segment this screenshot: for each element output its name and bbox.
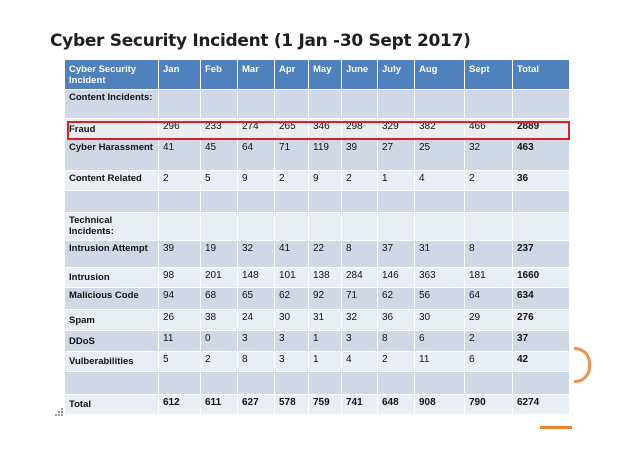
table-cell-ddos: 6: [415, 331, 465, 352]
table-cell-content-incidents: [275, 90, 309, 119]
table-cell-fraud: 466: [465, 119, 513, 140]
table-cell-malicious-code: 62: [275, 288, 309, 310]
table-cell-fraud: 329: [378, 119, 415, 140]
row-label-content-related: Content Related: [65, 171, 159, 191]
table-cell-blank: [238, 372, 275, 395]
row-total-blank: [513, 372, 570, 395]
table-cell-content-incidents: [342, 90, 378, 119]
table-cell-technical-incidents: [415, 213, 465, 241]
table-cell-intrusion: 146: [378, 268, 415, 288]
table-cell-intrusion: 148: [238, 268, 275, 288]
table-cell-malicious-code: 92: [309, 288, 342, 310]
table-cell-spam: 36: [378, 310, 415, 331]
table-cell-spam: 38: [201, 310, 238, 331]
table-cell-blank: [415, 191, 465, 213]
table-cell-vulberabilities: 6: [465, 352, 513, 372]
table-cell-fraud: 265: [275, 119, 309, 140]
table-cell-cyber-harassment: 32: [465, 140, 513, 171]
header-cell-aug: Aug: [415, 60, 465, 90]
table-cell-intrusion: 138: [309, 268, 342, 288]
row-total-spam: 276: [513, 310, 570, 331]
table-cell-cyber-harassment: 25: [415, 140, 465, 171]
table-cell-ddos: 3: [275, 331, 309, 352]
table-cell-intrusion-attempt: 8: [342, 241, 378, 268]
table-cell-fraud: 346: [309, 119, 342, 140]
table-cell-intrusion: 98: [159, 268, 201, 288]
table-cell-vulberabilities: 2: [378, 352, 415, 372]
table-cell-content-related: 2: [465, 171, 513, 191]
table-cell-ddos: 1: [309, 331, 342, 352]
table-cell-intrusion-attempt: 39: [159, 241, 201, 268]
row-total-technical-incidents: [513, 213, 570, 241]
table-cell-ddos: 2: [465, 331, 513, 352]
table-cell-vulberabilities: 4: [342, 352, 378, 372]
table-cell-technical-incidents: [342, 213, 378, 241]
table-cell-fraud: 296: [159, 119, 201, 140]
table-cell-total: 612: [159, 395, 201, 415]
table-cell-ddos: 0: [201, 331, 238, 352]
table-cell-cyber-harassment: 27: [378, 140, 415, 171]
table-cell-blank: [342, 191, 378, 213]
table-cell-blank: [465, 191, 513, 213]
decorative-accent-arc: [574, 347, 591, 383]
table-cell-intrusion: 284: [342, 268, 378, 288]
table-cell-fraud: 274: [238, 119, 275, 140]
table-cell-total: 611: [201, 395, 238, 415]
table-cell-blank: [342, 372, 378, 395]
row-total-ddos: 37: [513, 331, 570, 352]
table-cell-technical-incidents: [159, 213, 201, 241]
table-cell-vulberabilities: 3: [275, 352, 309, 372]
table-cell-vulberabilities: 1: [309, 352, 342, 372]
table-cell-blank: [159, 372, 201, 395]
table-cell-total: 627: [238, 395, 275, 415]
table-cell-content-incidents: [159, 90, 201, 119]
table-cell-blank: [201, 191, 238, 213]
table-cell-malicious-code: 64: [465, 288, 513, 310]
table-cell-content-related: 2: [342, 171, 378, 191]
table-cell-ddos: 8: [378, 331, 415, 352]
table-cell-blank: [415, 372, 465, 395]
row-total-fraud: 2889: [513, 119, 570, 140]
row-label-spam: Spam: [65, 310, 159, 331]
table-cell-intrusion: 181: [465, 268, 513, 288]
table-cell-vulberabilities: 11: [415, 352, 465, 372]
table-cell-total: 578: [275, 395, 309, 415]
table-cell-blank: [465, 372, 513, 395]
table-cell-cyber-harassment: 64: [238, 140, 275, 171]
header-cell-apr: Apr: [275, 60, 309, 90]
table-cell-blank: [378, 191, 415, 213]
table-cell-content-related: 2: [275, 171, 309, 191]
table-cell-cyber-harassment: 71: [275, 140, 309, 171]
row-total-intrusion-attempt: 237: [513, 241, 570, 268]
header-cell-sept: Sept: [465, 60, 513, 90]
header-cell-total: Total: [513, 60, 570, 90]
table-cell-total: 741: [342, 395, 378, 415]
table-cell-content-incidents: [309, 90, 342, 119]
table-cell-fraud: 382: [415, 119, 465, 140]
table-cell-vulberabilities: 8: [238, 352, 275, 372]
table-cell-total: 648: [378, 395, 415, 415]
table-cell-blank: [309, 191, 342, 213]
table-cell-technical-incidents: [238, 213, 275, 241]
table-cell-vulberabilities: 2: [201, 352, 238, 372]
table-cell-cyber-harassment: 45: [201, 140, 238, 171]
table-cell-spam: 29: [465, 310, 513, 331]
table-cell-intrusion-attempt: 32: [238, 241, 275, 268]
row-label-technical-incidents: Technical Incidents:: [65, 213, 159, 241]
table-cell-content-related: 2: [159, 171, 201, 191]
table-cell-technical-incidents: [378, 213, 415, 241]
table-cell-intrusion: 363: [415, 268, 465, 288]
table-cell-blank: [309, 372, 342, 395]
header-cell-may: May: [309, 60, 342, 90]
header-cell-mar: Mar: [238, 60, 275, 90]
row-total-vulberabilities: 42: [513, 352, 570, 372]
table-cell-spam: 26: [159, 310, 201, 331]
table-cell-spam: 30: [415, 310, 465, 331]
table-cell-malicious-code: 68: [201, 288, 238, 310]
table-cell-fraud: 233: [201, 119, 238, 140]
table-cell-intrusion-attempt: 31: [415, 241, 465, 268]
row-total-total: 6274: [513, 395, 570, 415]
table-cell-content-incidents: [201, 90, 238, 119]
table-cell-malicious-code: 56: [415, 288, 465, 310]
row-total-malicious-code: 634: [513, 288, 570, 310]
header-cell-feb: Feb: [201, 60, 238, 90]
table-cell-spam: 24: [238, 310, 275, 331]
row-total-content-incidents: [513, 90, 570, 119]
slide-handle-icon: [55, 408, 64, 417]
table-cell-intrusion-attempt: 8: [465, 241, 513, 268]
row-label-content-incidents: Content Incidents:: [65, 90, 159, 119]
row-label-intrusion: Intrusion: [65, 268, 159, 288]
row-total-cyber-harassment: 463: [513, 140, 570, 171]
header-cell-july: July: [378, 60, 415, 90]
row-total-blank: [513, 191, 570, 213]
row-label-fraud: Fraud: [65, 119, 159, 140]
table-cell-content-related: 5: [201, 171, 238, 191]
table-cell-blank: [159, 191, 201, 213]
row-label-total: Total: [65, 395, 159, 415]
table-cell-spam: 30: [275, 310, 309, 331]
table-cell-content-related: 9: [309, 171, 342, 191]
table-cell-total: 759: [309, 395, 342, 415]
table-cell-technical-incidents: [465, 213, 513, 241]
table-cell-content-related: 4: [415, 171, 465, 191]
table-cell-cyber-harassment: 41: [159, 140, 201, 171]
table-cell-content-incidents: [415, 90, 465, 119]
header-cell-incident: Cyber Security Incident: [65, 60, 159, 90]
table-cell-cyber-harassment: 119: [309, 140, 342, 171]
table-cell-malicious-code: 62: [378, 288, 415, 310]
row-label-vulberabilities: Vulberabilities: [65, 352, 159, 372]
table-cell-total: 908: [415, 395, 465, 415]
table-cell-technical-incidents: [275, 213, 309, 241]
table-cell-intrusion-attempt: 22: [309, 241, 342, 268]
table-cell-malicious-code: 94: [159, 288, 201, 310]
table-cell-spam: 32: [342, 310, 378, 331]
row-label-cyber-harassment: Cyber Harassment: [65, 140, 159, 171]
table-cell-malicious-code: 65: [238, 288, 275, 310]
table-cell-blank: [201, 372, 238, 395]
table-cell-blank: [238, 191, 275, 213]
table-cell-blank: [378, 372, 415, 395]
table-cell-content-related: 1: [378, 171, 415, 191]
table-cell-total: 790: [465, 395, 513, 415]
table-cell-malicious-code: 71: [342, 288, 378, 310]
row-total-content-related: 36: [513, 171, 570, 191]
table-cell-vulberabilities: 5: [159, 352, 201, 372]
row-label-blank: [65, 372, 159, 395]
table-cell-ddos: 11: [159, 331, 201, 352]
table-cell-ddos: 3: [238, 331, 275, 352]
table-cell-ddos: 3: [342, 331, 378, 352]
header-cell-jan: Jan: [159, 60, 201, 90]
table-cell-content-incidents: [465, 90, 513, 119]
table-cell-intrusion-attempt: 37: [378, 241, 415, 268]
table-cell-intrusion: 201: [201, 268, 238, 288]
header-cell-june: June: [342, 60, 378, 90]
row-total-intrusion: 1660: [513, 268, 570, 288]
incident-table: [65, 60, 570, 440]
table-cell-intrusion-attempt: 19: [201, 241, 238, 268]
table-cell-intrusion: 101: [275, 268, 309, 288]
table-cell-content-incidents: [238, 90, 275, 119]
page-title: Cyber Security Incident (1 Jan -30 Sept 2017): [50, 31, 471, 51]
row-label-ddos: DDoS: [65, 331, 159, 352]
row-label-intrusion-attempt: Intrusion Attempt: [65, 241, 159, 268]
table-cell-blank: [275, 372, 309, 395]
table-cell-spam: 31: [309, 310, 342, 331]
table-cell-technical-incidents: [201, 213, 238, 241]
table-cell-content-incidents: [378, 90, 415, 119]
table-cell-technical-incidents: [309, 213, 342, 241]
table-cell-content-related: 9: [238, 171, 275, 191]
row-label-blank: [65, 191, 159, 213]
table-cell-fraud: 298: [342, 119, 378, 140]
decorative-accent-bar: [540, 426, 572, 429]
table-cell-blank: [275, 191, 309, 213]
row-label-malicious-code: Malicious Code: [65, 288, 159, 310]
table-cell-intrusion-attempt: 41: [275, 241, 309, 268]
table-cell-cyber-harassment: 39: [342, 140, 378, 171]
